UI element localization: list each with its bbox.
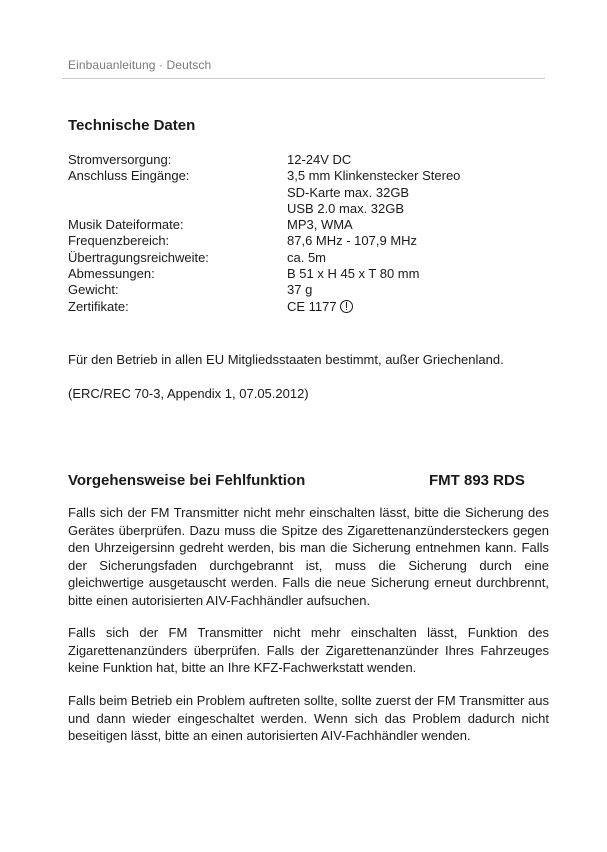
spec-value: B 51 x H 45 x T 80 mm — [287, 266, 420, 282]
spec-value: 37 g — [287, 282, 313, 298]
spec-value: 87,6 MHz - 107,9 MHz — [287, 233, 418, 249]
spec-value: MP3, WMA — [287, 217, 353, 233]
spec-row — [68, 185, 460, 201]
troubleshooting-paragraph: Falls sich der FM Transmitter nicht mehr einschalten lässt, Funktion des Zigarettenanzünders überprüfen. Falls der Zigarettenanzünder Ihres Fahrzeuges keine Funktion hat, bitte an Ihre KFZ-Fachwerkstatt wenden. — [68, 625, 549, 675]
model-name: FMT 893 RDS — [429, 472, 525, 489]
spec-value: 12-24V DC — [287, 152, 352, 167]
spec-label: Stromversorgung: — [68, 152, 172, 167]
spec-value: USB 2.0 max. 32GB — [287, 200, 405, 216]
spec-row — [68, 152, 460, 168]
spec-label: Musik Dateiformate: — [68, 217, 184, 233]
spec-label: Gewicht: — [68, 282, 119, 298]
header-text: Einbauanleitung · Deutsch — [68, 58, 212, 72]
spec-label: Frequenzbereich: — [68, 233, 170, 249]
spec-label: Zertifikate: — [68, 298, 129, 314]
spec-label — [68, 201, 287, 217]
spec-label: Abmessungen: — [68, 266, 155, 282]
header-divider — [62, 78, 545, 79]
spec-row — [68, 168, 460, 184]
erc-note: (ERC/REC 70-3, Appendix 1, 07.05.2012) — [68, 386, 309, 401]
spec-value: ca. 5m — [287, 249, 327, 265]
eu-note: Für den Betrieb in allen EU Mitgliedsstaaten bestimmt, außer Griechenland. — [68, 352, 504, 367]
spec-row — [68, 266, 460, 282]
alert-class-icon — [340, 300, 353, 313]
spec-value-certificates — [287, 299, 353, 315]
spec-label: Übertragungsreichweite: — [68, 249, 209, 265]
spec-label — [68, 185, 287, 201]
specs-title: Technische Daten — [68, 117, 196, 134]
spec-value: 3,5 mm Klinkenstecker Stereo — [287, 168, 461, 184]
spec-row — [68, 250, 460, 266]
troubleshooting-title: Vorgehensweise bei Fehlfunktion — [68, 472, 306, 489]
spec-row — [68, 201, 460, 217]
spec-row — [68, 217, 460, 233]
specs-table — [68, 152, 460, 315]
spec-label: Anschluss Eingänge: — [68, 168, 190, 184]
troubleshooting-paragraph: Falls beim Betrieb ein Problem auftreten sollte, sollte zuerst der FM Transmitter aus und dann wieder eingeschaltet werden. Wenn sich das Problem dadurch nicht beseitigen lässt, bitte an einen autorisierten AIV-Fachhändler wenden. — [68, 693, 549, 743]
spec-row — [68, 233, 460, 249]
spec-value: SD-Karte max. 32GB — [287, 184, 410, 200]
spec-row — [68, 282, 460, 298]
certificate-text: CE 1177 — [287, 298, 337, 314]
troubleshooting-paragraph: Falls sich der FM Transmitter nicht mehr einschalten lässt, bitte die Sicherung des Gerätes überprüfen. Dazu muss die Spitze des Zigarettenanzündersteckers gegen den Uhrzeigersinn gedreht werden, bis man die Sicherung entnehmen kann. Falls der Sicherungsfaden durchgebrannt ist, muss die Sicherung durch eine gleichwertige ausgetauscht werden. Falls die neue Sicherung erneut durchbrennt, bitte einen autorisierten AIV-Fachhändler aufsuchen. — [68, 505, 549, 608]
spec-row — [68, 299, 460, 315]
